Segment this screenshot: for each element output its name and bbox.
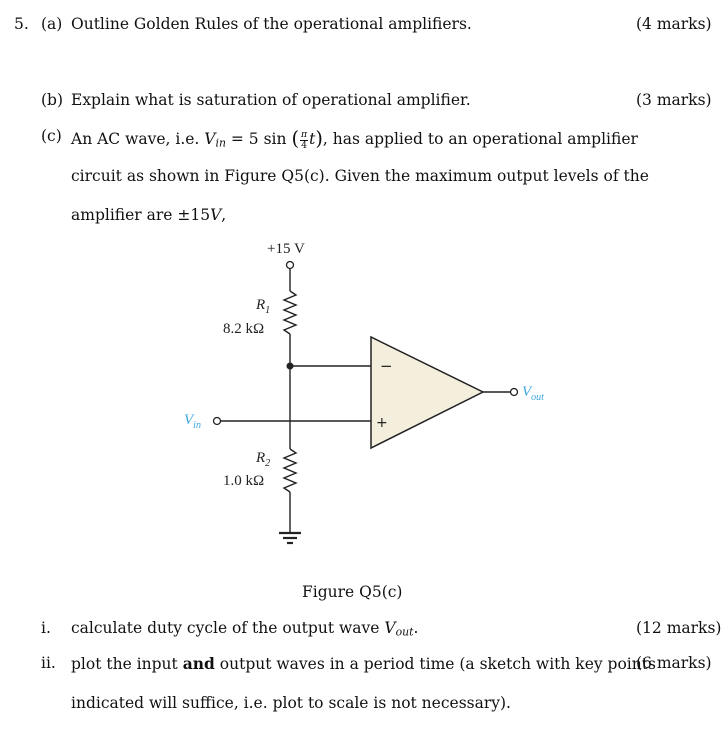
resistor-r1 xyxy=(284,291,296,334)
part-b-label: (b) xyxy=(41,91,64,109)
part-a-text: Outline Golden Rules of the operational amplifiers. xyxy=(71,15,472,33)
supply-terminal xyxy=(287,262,294,269)
part-b-marks: (3 marks) xyxy=(636,91,712,109)
vin-label: $V_{in}$ xyxy=(184,412,201,431)
open-paren: ( xyxy=(291,127,299,150)
r2-value: 1.0 kΩ xyxy=(223,473,265,489)
sub-i-post: . xyxy=(413,619,419,637)
close-paren: ) xyxy=(315,127,323,150)
sub-ii-bold: and xyxy=(182,654,215,673)
t-var: t xyxy=(309,130,316,149)
part-c-label: (c) xyxy=(41,127,62,145)
r1-value: 8.2 kΩ xyxy=(223,321,265,337)
vout-label: $V_{out}$ xyxy=(522,384,544,403)
opamp xyxy=(371,337,483,448)
vout-terminal xyxy=(511,389,518,396)
resistor-r2 xyxy=(284,449,296,492)
frac-den: 4 xyxy=(301,139,308,151)
vin-terminal xyxy=(214,418,221,425)
sub-ii-label: ii. xyxy=(41,654,56,672)
sub-i-marks: (12 marks) xyxy=(636,619,722,637)
sub-ii-post: output waves in a period time (a sketch with key points xyxy=(219,655,656,673)
part-c-after-eq: , has applied to an operational amplifier xyxy=(322,130,638,149)
sub-ii-marks: (6 marks) xyxy=(636,654,712,672)
sub-i-pre: calculate duty cycle of the output wave xyxy=(71,619,380,637)
part-b-text: Explain what is saturation of operational amplifier. xyxy=(71,91,471,109)
part-c-line3-v: V xyxy=(210,206,222,224)
vin-symbol: V xyxy=(204,130,216,149)
equation: = 5 sin xyxy=(230,130,287,149)
sub-i-label: i. xyxy=(41,619,51,637)
noninverting-sign: + xyxy=(376,415,388,431)
sub-ii-line2: indicated will suffice, i.e. plot to scale is not necessary). xyxy=(71,694,511,712)
r2-name: $R_2$ xyxy=(256,450,271,469)
sub-i-vsub: out xyxy=(395,625,414,639)
part-a-marks: (4 marks) xyxy=(636,15,712,33)
part-c-line3-post: , xyxy=(221,206,227,224)
r1-name: $R_1$ xyxy=(256,297,271,316)
part-c-intro: An AC wave, i.e. xyxy=(71,130,200,149)
part-c-line2: circuit as shown in Figure Q5(c). Given the maximum output levels of the xyxy=(71,167,649,185)
question-number: 5. xyxy=(14,15,29,33)
sub-i-v: V xyxy=(384,619,396,637)
sub-ii-pre: plot the input xyxy=(71,655,178,673)
part-c-line3-pre: amplifier are ±15 xyxy=(71,206,211,224)
supply-label: +15 V xyxy=(267,241,305,257)
figure-caption: Figure Q5(c) xyxy=(302,583,403,601)
vin-sub: in xyxy=(215,136,226,150)
sub-i-text xyxy=(71,621,418,639)
frac-num: π xyxy=(301,128,308,140)
sub-ii-text xyxy=(71,656,656,673)
part-a-label: (a) xyxy=(41,15,63,33)
inverting-sign: − xyxy=(380,357,393,375)
